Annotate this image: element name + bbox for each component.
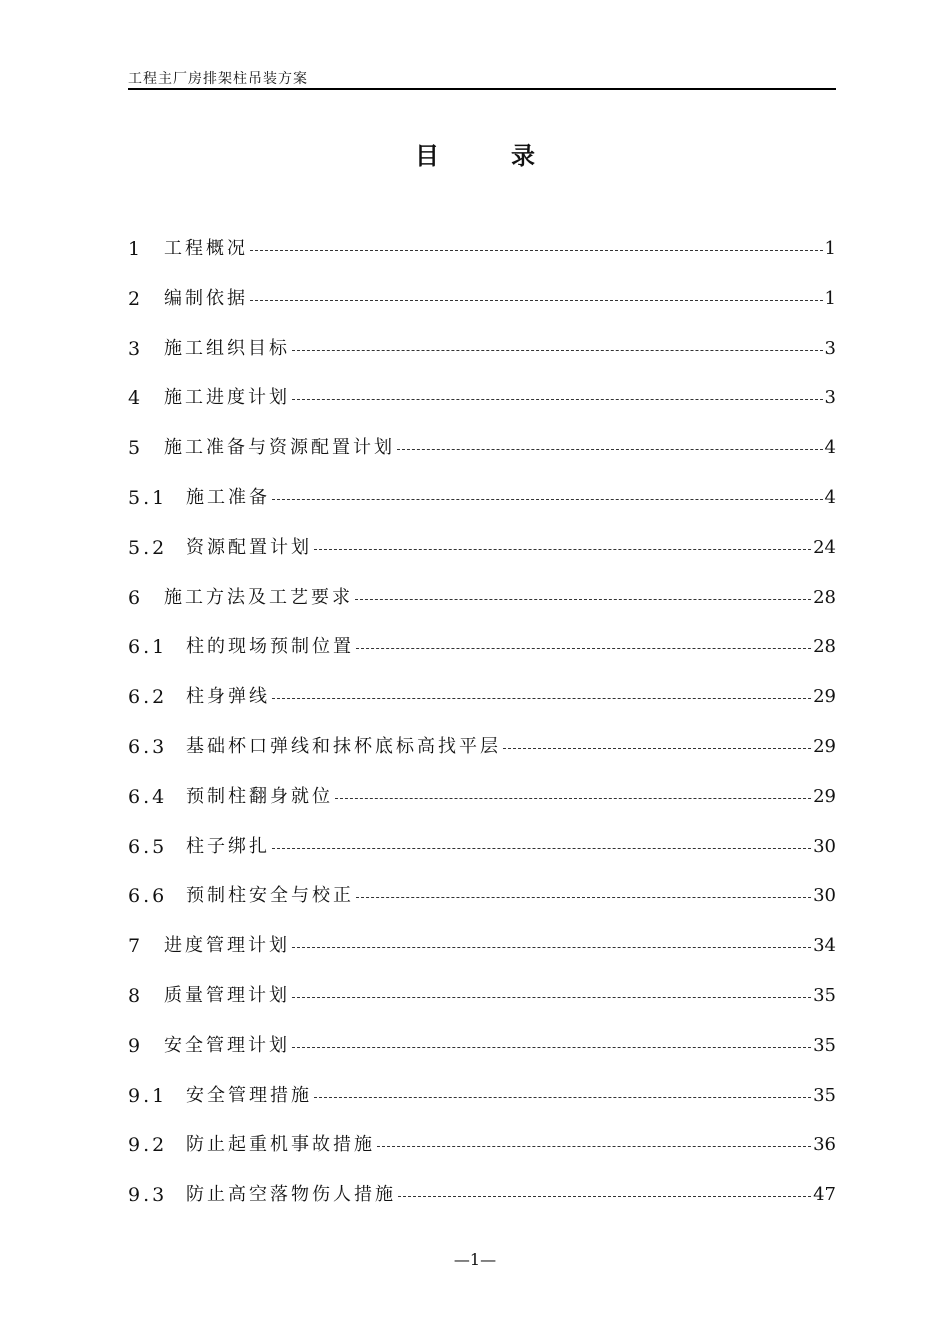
toc-dot-leader bbox=[272, 684, 811, 699]
toc-entry-page: 35 bbox=[813, 1034, 836, 1056]
toc-entry-page: 30 bbox=[813, 885, 836, 907]
toc-entry-page: 36 bbox=[813, 1134, 836, 1156]
toc-dot-leader bbox=[292, 933, 811, 948]
toc-dot-leader bbox=[314, 535, 811, 550]
toc-entry-title: 预制柱翻身就位 bbox=[186, 785, 333, 807]
toc-entry[interactable] bbox=[128, 535, 836, 585]
toc-entry-number: 6.4 bbox=[128, 785, 168, 808]
toc-entry-title: 资源配置计划 bbox=[186, 536, 312, 558]
toc-entry-number: 6 bbox=[128, 586, 144, 609]
toc-dot-leader bbox=[250, 286, 823, 301]
toc-entry[interactable] bbox=[128, 983, 836, 1033]
toc-dot-leader bbox=[292, 1033, 811, 1048]
toc-entry[interactable] bbox=[128, 933, 836, 983]
toc-entry-number: 6.2 bbox=[128, 686, 168, 709]
toc-entry-title: 施工进度计划 bbox=[164, 387, 290, 409]
toc-entry-page: 47 bbox=[813, 1184, 836, 1206]
toc-dot-leader bbox=[355, 585, 811, 600]
toc-dot-leader bbox=[272, 834, 811, 849]
toc-entry-number: 6.1 bbox=[128, 636, 168, 659]
toc-entry-number: 8 bbox=[128, 984, 144, 1007]
toc-entry[interactable] bbox=[128, 236, 836, 286]
toc-entry-number: 6.6 bbox=[128, 885, 168, 908]
toc-entry-title: 施工准备 bbox=[186, 486, 270, 508]
toc-entry-page: 4 bbox=[824, 437, 836, 459]
toc-entry-page: 3 bbox=[824, 337, 836, 359]
toc-entry[interactable] bbox=[128, 286, 836, 336]
toc-entry-page: 28 bbox=[813, 586, 836, 608]
toc-entry-page: 30 bbox=[813, 835, 836, 857]
toc-entry-title: 防止高空落物伤人措施 bbox=[186, 1184, 396, 1206]
toc-entry-page: 1 bbox=[824, 238, 836, 259]
toc-entry-number: 7 bbox=[128, 935, 144, 958]
toc-entry-title: 施工准备与资源配置计划 bbox=[164, 437, 395, 459]
table-of-contents bbox=[128, 236, 836, 1232]
toc-entry[interactable] bbox=[128, 1033, 836, 1083]
toc-dot-leader bbox=[356, 883, 811, 898]
toc-entry-title: 工程概况 bbox=[164, 238, 248, 259]
toc-entry-page: 34 bbox=[813, 935, 836, 957]
toc-entry-page: 4 bbox=[824, 486, 836, 508]
toc-entry-number: 6.3 bbox=[128, 735, 168, 758]
toc-entry-title: 柱身弹线 bbox=[186, 686, 270, 708]
toc-entry-title: 施工方法及工艺要求 bbox=[164, 586, 353, 608]
toc-entry-title: 施工组织目标 bbox=[164, 337, 290, 359]
toc-entry-page: 28 bbox=[813, 636, 836, 658]
toc-entry[interactable] bbox=[128, 834, 836, 884]
toc-entry-number: 5.1 bbox=[128, 486, 168, 509]
toc-entry-title: 柱子绑扎 bbox=[186, 835, 270, 857]
toc-entry[interactable] bbox=[128, 1182, 836, 1232]
toc-entry-page: 29 bbox=[813, 785, 836, 807]
toc-heading: 目录 bbox=[415, 142, 607, 170]
toc-entry-title: 安全管理计划 bbox=[164, 1034, 290, 1056]
toc-dot-leader bbox=[397, 435, 823, 450]
toc-entry[interactable] bbox=[128, 1132, 836, 1182]
toc-dot-leader bbox=[314, 1083, 811, 1098]
toc-entry-page: 29 bbox=[813, 735, 836, 757]
toc-entry[interactable] bbox=[128, 734, 836, 784]
toc-entry-page: 24 bbox=[813, 536, 836, 558]
page-number: —1— bbox=[453, 1250, 497, 1269]
toc-entry-number: 4 bbox=[128, 387, 144, 410]
toc-entry-number: 5.2 bbox=[128, 536, 168, 559]
toc-entry-number: 1 bbox=[128, 238, 144, 260]
toc-entry[interactable] bbox=[128, 634, 836, 684]
toc-entry-title: 进度管理计划 bbox=[164, 935, 290, 957]
toc-entry-page: 35 bbox=[813, 1084, 836, 1106]
toc-dot-leader bbox=[292, 385, 823, 400]
toc-entry-number: 9.2 bbox=[128, 1134, 168, 1157]
toc-entry-number: 3 bbox=[128, 337, 144, 360]
toc-entry-title: 基础杯口弹线和抹杯底标高找平层 bbox=[186, 735, 501, 757]
toc-entry[interactable] bbox=[128, 336, 836, 386]
toc-dot-leader bbox=[335, 784, 811, 799]
toc-entry[interactable] bbox=[128, 385, 836, 435]
toc-entry-number: 5 bbox=[128, 437, 144, 460]
toc-entry[interactable] bbox=[128, 435, 836, 485]
toc-entry-number: 9.1 bbox=[128, 1084, 168, 1107]
toc-entry-page: 1 bbox=[824, 287, 836, 309]
toc-entry-number: 9.3 bbox=[128, 1184, 168, 1207]
toc-entry-number: 2 bbox=[128, 287, 144, 310]
toc-entry[interactable] bbox=[128, 485, 836, 535]
toc-dot-leader bbox=[377, 1132, 811, 1147]
toc-entry-title: 预制柱安全与校正 bbox=[186, 885, 354, 907]
header-divider bbox=[128, 88, 836, 90]
toc-entry-page: 3 bbox=[824, 387, 836, 409]
toc-dot-leader bbox=[292, 336, 823, 351]
toc-dot-leader bbox=[292, 983, 811, 998]
toc-entry-title: 质量管理计划 bbox=[164, 984, 290, 1006]
toc-entry-title: 编制依据 bbox=[164, 287, 248, 309]
toc-entry-title: 防止起重机事故措施 bbox=[186, 1134, 375, 1156]
toc-entry[interactable] bbox=[128, 883, 836, 933]
toc-entry-page: 29 bbox=[813, 686, 836, 708]
running-header-title: 工程主厂房排架柱吊装方案 bbox=[128, 71, 308, 87]
toc-entry-number: 9 bbox=[128, 1034, 144, 1057]
toc-dot-leader bbox=[398, 1182, 811, 1197]
toc-dot-leader bbox=[503, 734, 811, 749]
toc-entry-number: 6.5 bbox=[128, 835, 168, 858]
toc-entry[interactable] bbox=[128, 684, 836, 734]
toc-entry[interactable] bbox=[128, 784, 836, 834]
toc-entry-page: 35 bbox=[813, 984, 836, 1006]
toc-dot-leader bbox=[272, 485, 823, 500]
toc-entry-title: 柱的现场预制位置 bbox=[186, 636, 354, 658]
toc-entry-title: 安全管理措施 bbox=[186, 1084, 312, 1106]
toc-entry[interactable] bbox=[128, 1083, 836, 1133]
toc-dot-leader bbox=[356, 634, 811, 649]
toc-entry[interactable] bbox=[128, 585, 836, 635]
toc-dot-leader bbox=[250, 236, 823, 251]
